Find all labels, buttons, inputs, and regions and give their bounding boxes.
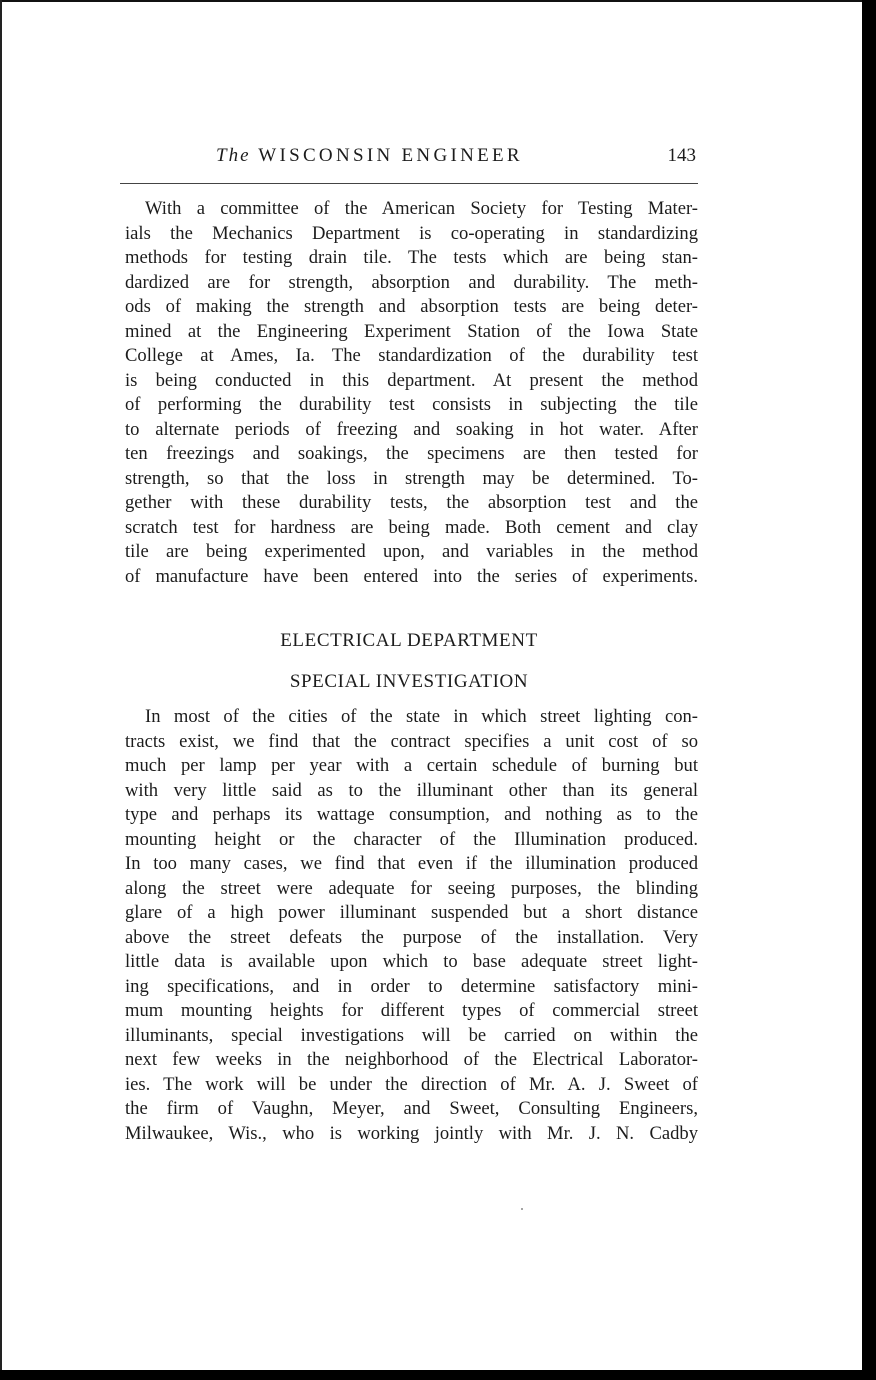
text-line: ies. The work will be under the direction of Mr. A. J. Sweet of [125, 1073, 698, 1095]
journal-title-main: WISCONSIN ENGINEER [258, 145, 523, 166]
text-line: of manufacture have been entered into the series of experiments. [125, 565, 698, 587]
text-line: illuminants, special investigations will be carried on within the [125, 1024, 698, 1046]
text-line: strength, so that the loss in strength may be determined. To- [125, 467, 698, 489]
text-line: mined at the Engineering Experiment Station of the Iowa State [125, 320, 698, 342]
text-line: next few weeks in the neighborhood of the Electrical Laborator- [125, 1049, 698, 1070]
text-line: gether with these durability tests, the absorption test and the [125, 492, 698, 513]
scan-border-top [0, 0, 876, 2]
paragraph-street-lighting [125, 705, 698, 1146]
text-line: along the street were adequate for seeing purposes, the blinding [125, 877, 698, 899]
text-line: Milwaukee, Wis., who is working jointly with Mr. J. N. Cadby [125, 1122, 698, 1144]
scan-border-left [0, 0, 2, 1380]
text-line: scratch test for hardness are being made. Both cement and clay [125, 516, 698, 538]
text-line: In too many cases, we find that even if the illumination produced [125, 853, 698, 874]
section-heading-department: ELECTRICAL DEPARTMENT [280, 630, 538, 651]
text-line: ods of making the strength and absorption tests are being deter- [125, 296, 698, 317]
journal-title-italic: The [216, 145, 251, 166]
page-number: 143 [667, 145, 696, 166]
text-line: is being conducted in this department. At present the method [125, 369, 698, 391]
text-line: with very little said as to the illuminant other than its general [125, 779, 698, 801]
text-line: methods for testing drain tile. The tests which are being stan- [125, 247, 698, 268]
text-line: In most of the cities of the state in which street lighting con- [145, 706, 698, 727]
scan-border-right [862, 0, 876, 1380]
text-line: mounting height or the character of the Illumination produced. [125, 828, 698, 850]
text-line: College at Ames, Ia. The standardization of the durability test [125, 345, 698, 366]
text-line: of performing the durability test consists in subjecting the tile [125, 394, 698, 415]
text-line: tracts exist, we find that the contract specifies a unit cost of so [125, 730, 698, 752]
header-rule [120, 183, 698, 184]
text-line: ials the Mechanics Department is co-operating in standardizing [125, 222, 698, 244]
text-line: much per lamp per year with a certain schedule of burning but [125, 755, 698, 776]
text-line: tile are being experimented upon, and variables in the method [125, 541, 698, 562]
text-line: ten freezings and soakings, the specimens are then tested for [125, 443, 698, 464]
scan-speck [521, 1208, 523, 1210]
text-line: With a committee of the American Society for Testing Mater- [145, 198, 698, 219]
section-heading-investigation: SPECIAL INVESTIGATION [289, 671, 529, 692]
text-line: little data is available upon which to base adequate street light- [125, 951, 698, 972]
running-head [120, 145, 698, 175]
text-line: above the street defeats the purpose of the installation. Very [125, 926, 698, 948]
text-line: to alternate periods of freezing and soaking in hot water. After [125, 418, 698, 440]
journal-title [216, 145, 523, 167]
text-line: the firm of Vaughn, Meyer, and Sweet, Consulting Engineers, [125, 1098, 698, 1119]
paragraph-mechanics [125, 197, 698, 589]
text-line: type and perhaps its wattage consumption, and nothing as to the [125, 804, 698, 825]
text-line: dardized are for strength, absorption and durability. The meth- [125, 271, 698, 293]
text-line: glare of a high power illuminant suspended but a short distance [125, 902, 698, 923]
text-line: mum mounting heights for different types of commercial street [125, 1000, 698, 1021]
scan-border-bottom [0, 1370, 876, 1380]
text-line: ing specifications, and in order to determine satisfactory mini- [125, 975, 698, 997]
